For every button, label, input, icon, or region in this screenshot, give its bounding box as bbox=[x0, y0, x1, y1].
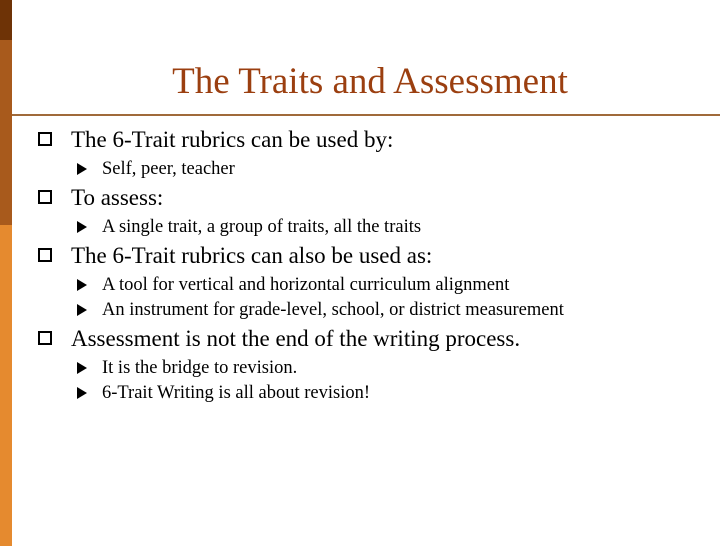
triangle-bullet-icon bbox=[77, 304, 87, 316]
bullet-item bbox=[38, 325, 718, 352]
sub-bullet-item bbox=[77, 300, 718, 320]
bullet-text: The 6-Trait rubrics can be used by: bbox=[71, 127, 394, 152]
sub-bullet-text: It is the bridge to revision. bbox=[102, 358, 298, 378]
bullet-item bbox=[38, 126, 718, 153]
sub-bullet-item bbox=[77, 217, 718, 237]
sub-bullet-text: Self, peer, teacher bbox=[102, 159, 235, 179]
left-accent-bar bbox=[0, 0, 12, 546]
square-bullet-icon bbox=[38, 248, 52, 262]
slide-title: The Traits and Assessment bbox=[172, 61, 568, 102]
sub-bullet-item bbox=[77, 275, 718, 295]
slide-body bbox=[38, 126, 718, 408]
title-divider bbox=[12, 114, 720, 116]
square-bullet-icon bbox=[38, 331, 52, 345]
bullet-item bbox=[38, 242, 718, 269]
accent-bar-light-segment bbox=[0, 225, 12, 546]
bullet-text: Assessment is not the end of the writing process. bbox=[71, 326, 521, 351]
square-bullet-icon bbox=[38, 132, 52, 146]
accent-bar-mid-segment bbox=[0, 40, 12, 225]
triangle-bullet-icon bbox=[77, 387, 87, 399]
sub-bullet-item bbox=[77, 383, 718, 403]
sub-bullet-text: A single trait, a group of traits, all the traits bbox=[102, 217, 422, 237]
triangle-bullet-icon bbox=[77, 279, 87, 291]
sub-bullet-item bbox=[77, 159, 718, 179]
triangle-bullet-icon bbox=[77, 163, 87, 175]
square-bullet-icon bbox=[38, 190, 52, 204]
sub-bullet-text: An instrument for grade-level, school, or district measurement bbox=[102, 300, 564, 320]
bullet-item bbox=[38, 184, 718, 211]
bullet-text: To assess: bbox=[71, 185, 164, 210]
triangle-bullet-icon bbox=[77, 362, 87, 374]
triangle-bullet-icon bbox=[77, 221, 87, 233]
sub-bullet-text: A tool for vertical and horizontal curriculum alignment bbox=[102, 275, 510, 295]
accent-bar-dark-segment bbox=[0, 0, 12, 40]
sub-bullet-item bbox=[77, 358, 718, 378]
bullet-text: The 6-Trait rubrics can also be used as: bbox=[71, 243, 433, 268]
sub-bullet-text: 6-Trait Writing is all about revision! bbox=[102, 383, 370, 403]
